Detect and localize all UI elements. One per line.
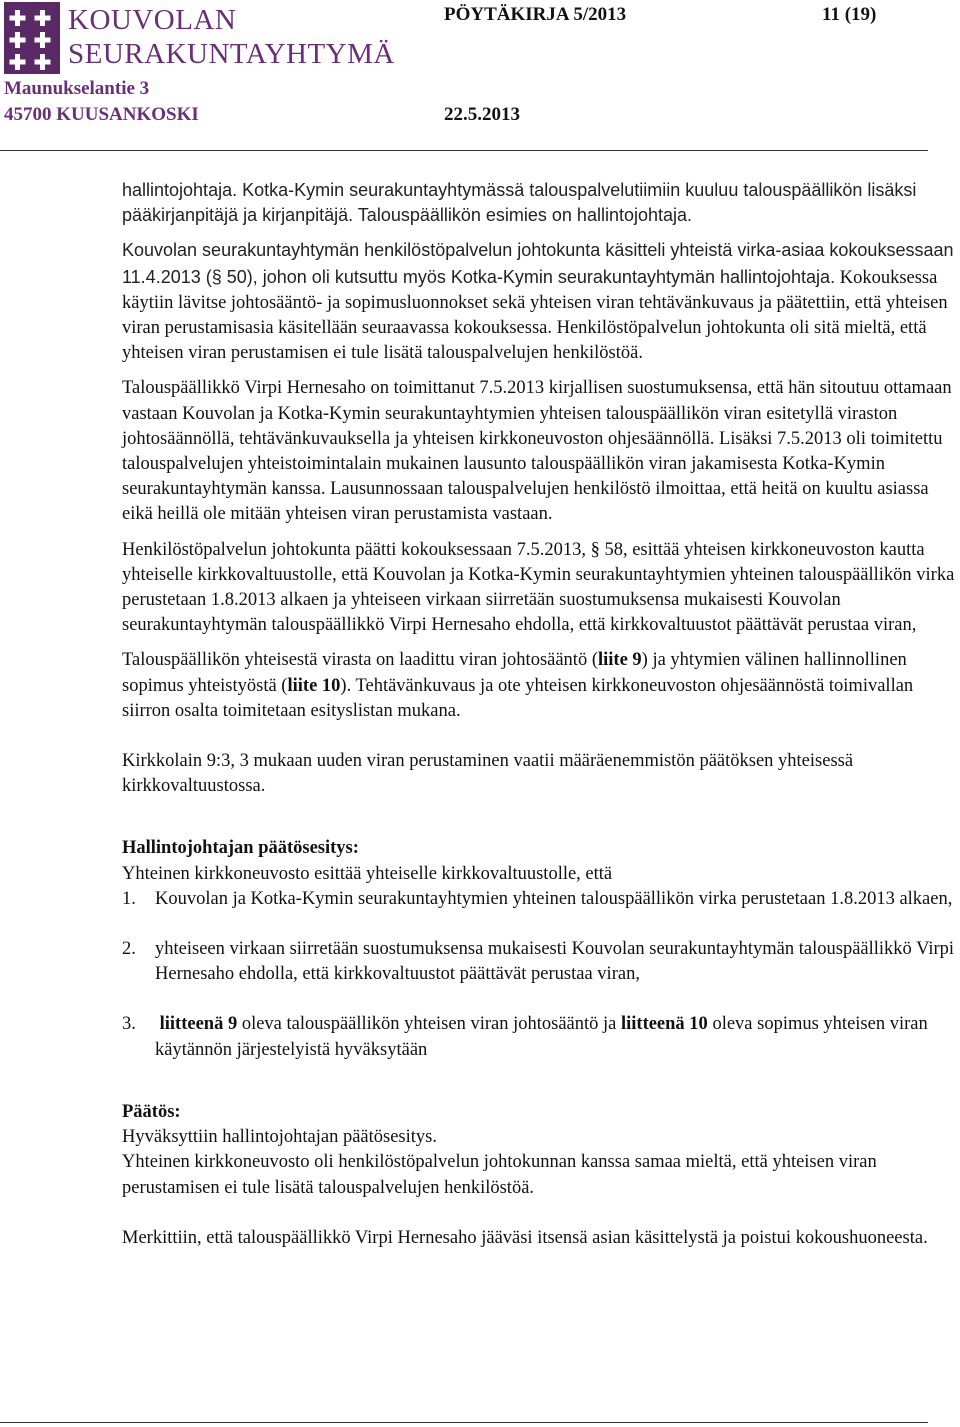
paragraph-committee-sans: Kouvolan seurakuntayhtymän henkilöstöpalvelun johtokunta käsitteli yhteistä virka-asiaa kokouksessaan 11.4.2013 (§ 50), johon oli kutsuttu myös Kotka-Kymin seurakuntayhtymän hallintojohtaja. xyxy=(122,240,954,287)
org-name-line2: SEURAKUNTAYHTYMÄ xyxy=(68,38,395,70)
paragraph-committee-serif: Kokouksessa käytiin lävitse johtosääntö- ja sopimusluonnokset sekä yhteisen viran tehtävänkuvaus ja päätettiin, että yhteisen viran perustamisasia käsitellään seuraavassa kokouksessa. Henkilöstöpalvelun johtokunta oli sitä mieltä, että yhteisen viran perustamisen ei tule lisätä talouspalvelujen henkilöstöä. xyxy=(122,267,948,364)
list-item-number: 3. xyxy=(122,1014,136,1035)
heading-proposal: Hallintojohtajan päätösesitys: xyxy=(122,838,359,859)
paragraph-attachments xyxy=(122,648,960,724)
header-divider xyxy=(0,150,928,151)
attachment-ref-9: liite 9 xyxy=(598,650,642,671)
church-cross-logo-icon xyxy=(4,2,60,74)
attachments-text-2: ) ja yhtymien välinen hallinnollinen sopimus yhteistyöstä ( xyxy=(122,650,907,696)
paragraph-committee xyxy=(122,238,960,366)
attachments-text-1: Talouspäällikön yhteisestä virasta on laadittu viran johtosääntö ( xyxy=(122,650,598,671)
heading-decision: Päätös: xyxy=(122,1101,181,1122)
org-name-line1: KOUVOLAN xyxy=(68,4,237,36)
paragraph-proposal-intro: Yhteinen kirkkoneuvosto esittää yhteiselle kirkkovaltuustolle, että xyxy=(122,863,613,884)
paragraph-decision-proposal: Henkilöstöpalvelun johtokunta päätti kokouksessaan 7.5.2013, § 58, esittää yhteisen kirkkoneuvoston kautta yhteiselle kirkkovaltuustolle, että Kouvolan ja Kotka-Kymin seurakuntayhtymien yhteinen talouspäällikön virka perustetaan 1.8.2013 alkaen ja yhteiseen virkaan siirretään suostumuksensa mukaisesti Kouvolan seurakuntayhtymän talouspäällikkö Virpi Hernesaho ehdolla, että kirkkovaltuustot päättävät perustaa viran, xyxy=(122,539,955,636)
address-city: 45700 KUUSANKOSKI xyxy=(4,104,199,125)
page-number: 11 (19) xyxy=(822,4,877,25)
list-item xyxy=(122,887,960,912)
attachment-ref-10: liite 10 xyxy=(287,675,341,696)
paragraph-church-law: Kirkkolain 9:3, 3 mukaan uuden viran perustaminen vaatii määräenemmistön päätöksen yhteisessä kirkkovaltuustossa. xyxy=(122,751,854,797)
paragraph-decision-note: Yhteinen kirkkoneuvosto oli henkilöstöpalvelun johtokunnan kanssa samaa mieltä, että yhteisen viran perustamisen ei tule lisätä talouspalvelujen henkilöstöä. xyxy=(122,1152,877,1198)
list-item-number: 1. xyxy=(122,888,136,909)
list-item-text: Kouvolan ja Kotka-Kymin seurakuntayhtymien yhteinen talouspäällikön virka perustetaan 1.8.2013 alkaen, xyxy=(155,888,953,909)
attachment-ref-9: liitteenä 9 xyxy=(159,1014,238,1035)
paragraph-intro: hallintojohtaja. Kotka-Kymin seurakuntayhtymässä talouspalvelutiimiin kuuluu talouspäällikön lisäksi pääkirjanpitäjä ja kirjanpitäjä. Talouspäällikön esimies on hallintojohtaja. xyxy=(122,180,917,226)
list-item-text: yhteiseen virkaan siirretään suostumuksensa mukaisesti Kouvolan seurakuntayhtymän talouspäällikkö Virpi Hernesaho ehdolla, että kirkkovaltuustot päättävät perustaa viran, xyxy=(155,939,955,985)
attachments-text-3: ). Tehtävänkuvaus ja ote yhteisen kirkkoneuvoston ohjesäännöstä toimivallan siirron osalta toimitetaan esityslistan mukana. xyxy=(122,675,914,721)
address-street: Maunukselantie 3 xyxy=(4,78,150,99)
document-body xyxy=(122,178,960,1251)
list-item xyxy=(122,1012,960,1062)
paragraph-consent: Talouspäällikkö Virpi Hernesaho on toimittanut 7.5.2013 kirjallisen suostumuksensa, että hän sitoutuu ottamaan vastaan Kouvolan ja Kotka-Kymin seurakuntayhtymien yhteisen talouspäällikön viran esitetyllä viraston johtosäännöllä, tehtävänkuvauksella ja yhteisen kirkkoneuvoston ohjesäännöllä. Lisäksi 7.5.2013 oli toimitettu talouspalvelujen yhteistoimintalain mukainen lausunto talouspäällikön viran jakamisesta Kotka-Kymin seurakuntayhtymän kanssa. Lausunnossaan talouspalvelujen henkilöstö ilmoittaa, että heitä on kuultu asiassa eikä heillä ole mitään yhteisen viran perustamista vastaan. xyxy=(122,378,952,525)
attachment-ref-10: liitteenä 10 xyxy=(620,1014,708,1035)
list-item-text xyxy=(155,1012,960,1062)
list-item-text-part: oleva talouspäällikön yhteisen viran johtosääntö ja xyxy=(237,1014,621,1035)
paragraph-recusal: Merkittiin, että talouspäällikkö Virpi Hernesaho jääväsi itsensä asian käsittelystä ja poistui kokoushuoneesta. xyxy=(122,1227,928,1248)
list-item-text-part: oleva sopimus yhteisen viran käytännön järjestelyistä hyväksytään xyxy=(155,1014,928,1060)
footer-divider xyxy=(0,1422,928,1423)
document-date: 22.5.2013 xyxy=(444,104,520,125)
list-item xyxy=(122,937,960,987)
document-title: PÖYTÄKIRJA 5/2013 xyxy=(444,4,627,25)
list-item-number: 2. xyxy=(122,939,136,960)
paragraph-decision: Hyväksyttiin hallintojohtajan päätösesitys. xyxy=(122,1127,437,1148)
